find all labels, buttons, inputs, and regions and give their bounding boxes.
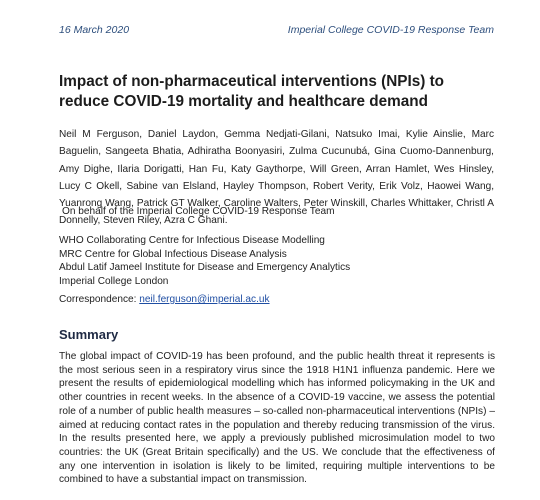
correspondence-email-link[interactable]: neil.ferguson@imperial.ac.uk bbox=[139, 294, 270, 305]
summary-paragraph: The global impact of COVID-19 has been profound, and the public health threat it represents is the most serious seen in a respiratory virus since the 1918 H1N1 influenza pandemic. Here we present the results of epidemiological modelling which has informed policymaking in the UK and other countries in recent weeks. In the absence of a COVID-19 vaccine, we assess the potential role of a number of public health measures – so-called non-pharmaceutical interventions (NPIs) – aimed at reducing contact rates in the population and thereby reducing transmission of the virus. In the results presented here, we apply a previously published microsimulation model to two countries: the UK (Great Britain specifically) and the US. We conclude that the effectiveness of any one intervention in isolation is likely to be limited, requiring multiple interventions to be combined to have a substantial impact on transmission. bbox=[59, 351, 495, 486]
correspondence-label: Correspondence: bbox=[59, 294, 137, 305]
paper-title: Impact of non-pharmaceutical interventions (NPIs) to reduce COVID-19 mortality and healthcare demand bbox=[59, 73, 445, 110]
affiliation-line: Imperial College London bbox=[59, 275, 169, 287]
summary-heading: Summary bbox=[59, 327, 119, 342]
affiliation-line: Abdul Latif Jameel Institute for Disease and Emergency Analytics bbox=[59, 262, 351, 274]
affiliation-line: MRC Centre for Global Infectious Disease Analysis bbox=[59, 248, 287, 260]
page-header bbox=[59, 24, 494, 36]
correspondence bbox=[59, 294, 270, 305]
summary-text bbox=[59, 350, 495, 487]
affiliation-line: WHO Collaborating Centre for Infectious Disease Modelling bbox=[59, 235, 325, 246]
header-date: 16 March 2020 bbox=[59, 24, 130, 36]
header-organization: Imperial College COVID-19 Response Team bbox=[287, 24, 494, 36]
author-list: Neil M Ferguson, Daniel Laydon, Gemma Nedjati-Gilani, Natsuko Imai, Kylie Ainslie, Marc Baguelin, Sangeeta Bhatia, Adhiratha Boonyasiri, Zulma Cucunubá, Gina Cuomo-Dannenburg, Amy Dighe, Ilaria Dorigatti, Han Fu, Katy Gaythorpe, Will Green, Arran Hamlet, Wes Hinsley, Lucy C Okell, Sabine van Elsland, Hayley Thompson, Robert Verity, Erik Volz, Haowei Wang, Yuanrong Wang, Patrick GT Walker, Caroline Walters, Peter Winskill, Charles Whittaker, Christl A Donnelly, Steven Riley, Azra C Ghani. bbox=[59, 129, 494, 227]
on-behalf-line: On behalf of the Imperial College COVID-19 Response Team bbox=[62, 206, 335, 217]
affiliations bbox=[59, 234, 350, 288]
